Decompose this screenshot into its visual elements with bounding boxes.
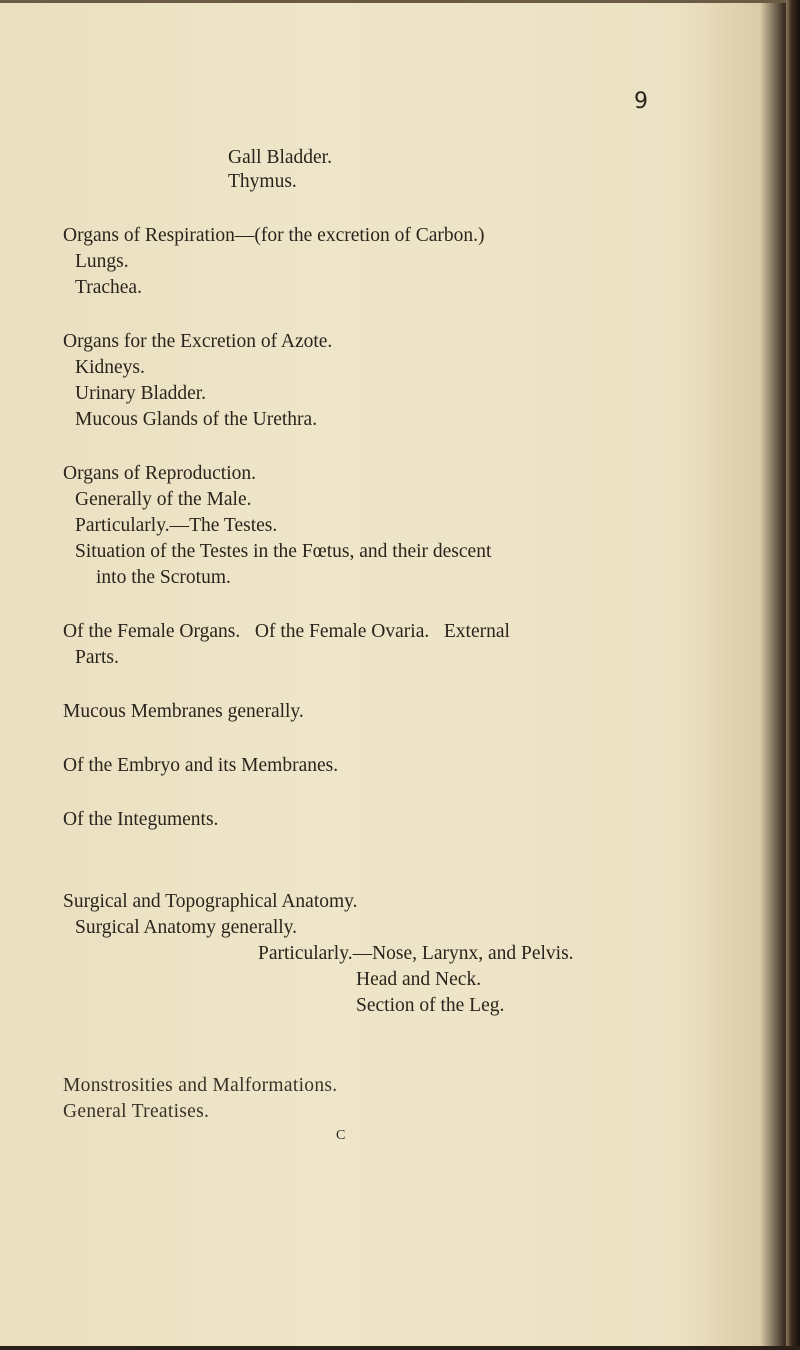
page-bottom-edge (0, 1346, 800, 1350)
line-integuments: Of the Integuments. (63, 809, 219, 830)
line-kidneys: Kidneys. (75, 357, 145, 378)
line-mucous-glands-urethra: Mucous Glands of the Urethra. (75, 409, 318, 430)
line-particularly-nose: Particularly.—Nose, Larynx, and Pelvis. (258, 943, 574, 964)
page-number: 9 (634, 89, 648, 114)
line-female-organs: Of the Female Organs. Of the Female Ovaria. External (63, 621, 510, 642)
page-top-edge (0, 0, 800, 3)
line-urinary-bladder: Urinary Bladder. (75, 383, 207, 404)
heading-respiration: Organs of Respiration—(for the excretion of Carbon.) (63, 225, 485, 246)
binding-edge (786, 0, 800, 1350)
line-section-leg: Section of the Leg. (356, 995, 505, 1016)
line-parts: Parts. (75, 647, 119, 668)
signature-mark: C (336, 1128, 346, 1143)
line-monstrosities: Monstrosities and Malformations. (63, 1075, 338, 1096)
line-situation-testes: Situation of the Testes in the Fœtus, and their descent (75, 541, 492, 562)
line-trachea: Trachea. (75, 277, 142, 298)
line-mucous-membranes: Mucous Membranes generally. (63, 701, 304, 722)
heading-surgical: Surgical and Topographical Anatomy. (63, 891, 358, 912)
line-into-scrotum: into the Scrotum. (96, 567, 231, 588)
line-embryo: Of the Embryo and its Membranes. (63, 755, 339, 776)
line-general-treatises: General Treatises. (63, 1101, 210, 1122)
line-head-neck: Head and Neck. (356, 969, 482, 990)
line-thymus: Thymus. (228, 171, 297, 192)
line-particularly-testes: Particularly.—The Testes. (75, 515, 278, 536)
line-generally-male: Generally of the Male. (75, 489, 252, 510)
heading-reproduction: Organs of Reproduction. (63, 463, 256, 484)
heading-azote: Organs for the Excretion of Azote. (63, 331, 333, 352)
line-lungs: Lungs. (75, 251, 129, 272)
line-surgical-generally: Surgical Anatomy generally. (75, 917, 298, 938)
line-gall-bladder: Gall Bladder. (228, 147, 332, 168)
